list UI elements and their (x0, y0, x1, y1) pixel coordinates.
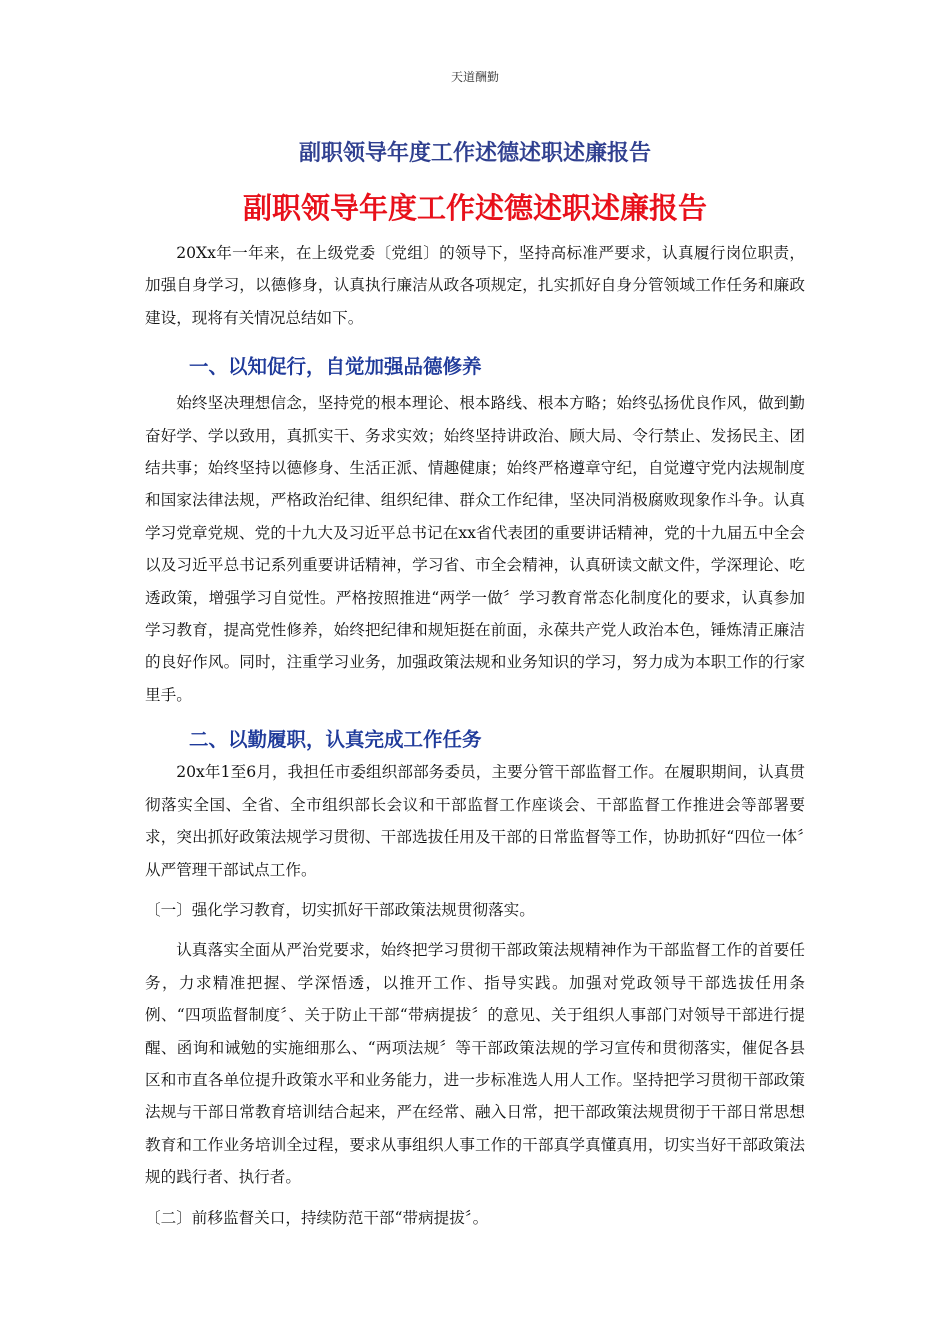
document-title-large: 副职领导年度工作述德述职述廉报告 (242, 191, 707, 225)
section-1-paragraph: 始终坚决理想信念，坚持党的根本理论、根本路线、根本方略；始终弘扬优良作风，做到勤奋好学、学以致用，真抓实干、务求实效；始终坚持讲政治、顾大局、令行禁止、发扬民主、团结共事；始终坚持以德修身、生活正派、情趣健康；始终严格遵章守纪，自觉遵守党内法规制度和国家法律法规，严格政治纪律、组织纪律、群众工作纪律，坚决同消极腐败现象作斗争。认真学习党章党规、党的十九大及习近平总书记在xx省代表团的重要讲话精神，党的十九届五中全会以及习近平总书记系列重要讲话精神，学习省、市全会精神，认真研读文献文件，学深理论、吃透政策，增强学习自觉性。严格按照推进“两学一做〞学习教育常态化制度化的要求，认真参加学习教育，提高党性修养，始终把纪律和规矩挺在前面，永葆共产党人政治本色，锤炼清正廉洁的良好作风。同时，注重学习业务，加强政策法规和业务知识的学习，努力成为本职工作的行家里手。 (145, 394, 805, 704)
section-heading-1: 一、以知促行，自觉加强品德修养 (189, 355, 482, 379)
page-header: 天道酬勤 (450, 70, 499, 84)
section-2-paragraph: 20x年1至6月，我担任市委组织部部务委员，主要分管干部监督工作。在履职期间，认真贯彻落实全国、全省、全市组织部长会议和干部监督工作座谈会、干部监督工作推进会等部署要求，突出抓好政策法规学习贯彻、干部选拔任用及干部的日常监督等工作，协助抓好“四位一体〞从严管理干部试点工作。 (145, 763, 805, 879)
intro-paragraph: 20Xx年一年来，在上级党委〔党组〕的领导下，坚持高标准严要求，认真履行岗位职责，加强自身学习，以德修身，认真执行廉洁从政各项规定，扎实抓好自身分管领域工作任务和廉政建设，现将有关情况总结如下。 (145, 244, 805, 327)
subsection-heading-1: 〔一〕强化学习教育，切实抓好干部政策法规贯彻落实。 (145, 900, 535, 919)
document-body (145, 237, 805, 1234)
subsection-1-paragraph: 认真落实全面从严治党要求，始终把学习贯彻干部政策法规精神作为干部监督工作的首要任务，力求精准把握、学深悟透，以推开工作、指导实践。加强对党政领导干部选拔任用条例、“四项监督制度〞、关于防止干部“带病提拔〞的意见、关于组织人事部门对领导干部进行提醒、函询和诫勉的实施细那么、“两项法规〞等干部政策法规的学习宣传和贯彻落实，催促各县区和市直各单位提升政策水平和业务能力，进一步标准选人用人工作。坚持把学习贯彻干部政策法规与干部日常教育培训结合起来，严在经常、融入日常，把干部政策法规贯彻于干部日常思想教育和工作业务培训全过程，要求从事组织人事工作的干部真学真懂真用，切实当好干部政策法规的践行者、执行者。 (145, 941, 805, 1187)
document-title-small: 副职领导年度工作述德述职述廉报告 (298, 141, 651, 166)
section-heading-2: 二、以勤履职，认真完成工作任务 (189, 728, 482, 752)
subsection-heading-2: 〔二〕前移监督关口，持续防范干部“带病提拔〞。 (145, 1208, 489, 1227)
